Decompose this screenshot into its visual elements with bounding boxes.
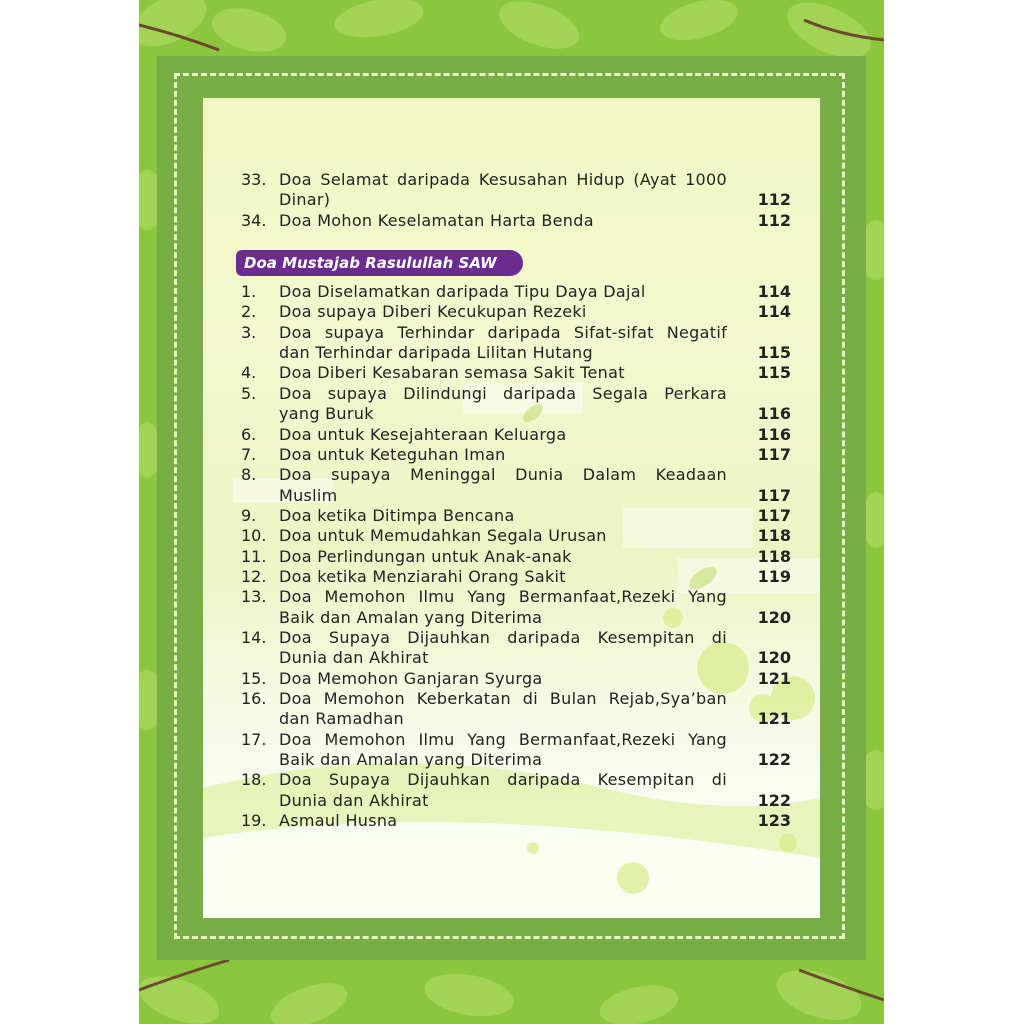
item-title-line: Asmaul Husna — [279, 811, 398, 830]
table-of-contents — [203, 98, 820, 918]
item-number: 5. — [241, 384, 257, 403]
item-title-line: Doa supaya Terhindar daripada Sifat-sifat Negatif — [279, 323, 727, 342]
item-page-number: 117 — [757, 445, 791, 464]
item-title-line: Doa Supaya Dijauhkan daripada Kesempitan di — [279, 770, 727, 789]
item-number: 14. — [241, 628, 267, 647]
item-title-line: Doa untuk Kesejahteraan Keluarga — [279, 425, 567, 444]
item-title-line: Baik dan Amalan yang Diterima — [279, 750, 543, 769]
item-number: 11. — [241, 547, 267, 566]
item-page-number: 115 — [757, 363, 791, 382]
item-title-line: Doa Mohon Keselamatan Harta Benda — [279, 211, 594, 230]
toc-item[interactable] — [203, 302, 820, 322]
item-number: 12. — [241, 567, 267, 586]
item-page-number: 118 — [757, 526, 791, 545]
toc-item-continuation[interactable] — [203, 648, 820, 668]
toc-item[interactable] — [203, 689, 820, 709]
toc-item-continuation[interactable] — [203, 404, 820, 424]
toc-item-continuation[interactable] — [203, 791, 820, 811]
toc-item[interactable] — [203, 770, 820, 790]
content-panel — [203, 98, 820, 918]
item-page-number: 118 — [757, 547, 791, 566]
toc-item[interactable] — [203, 506, 820, 526]
item-title-line: Doa supaya Meninggal Dunia Dalam Keadaan — [279, 465, 727, 484]
item-number: 16. — [241, 689, 267, 708]
item-title-line: Baik dan Amalan yang Diterima — [279, 608, 543, 627]
item-number: 13. — [241, 587, 267, 606]
item-page-number: 119 — [757, 567, 791, 586]
item-title-line: Doa untuk Keteguhan Iman — [279, 445, 506, 464]
item-title-line: Doa Memohon Keberkatan di Bulan Rejab,Sya’ban — [279, 689, 727, 708]
toc-item[interactable] — [203, 811, 820, 831]
item-page-number: 123 — [757, 811, 791, 830]
toc-item[interactable] — [203, 730, 820, 750]
item-page-number: 114 — [757, 282, 791, 301]
item-title-line: Doa Diselamatkan daripada Tipu Daya Dajal — [279, 282, 646, 301]
item-number: 17. — [241, 730, 267, 749]
item-page-number: 117 — [757, 486, 791, 505]
toc-item-continuation[interactable] — [203, 709, 820, 729]
item-title-line: Doa Supaya Dijauhkan daripada Kesempitan di — [279, 628, 727, 647]
item-page-number: 112 — [757, 211, 791, 230]
item-title-line: Doa Perlindungan untuk Anak-anak — [279, 547, 572, 566]
item-number: 15. — [241, 669, 267, 688]
item-page-number: 117 — [757, 506, 791, 525]
toc-item[interactable] — [203, 170, 820, 190]
item-number: 4. — [241, 363, 257, 382]
item-number: 19. — [241, 811, 267, 830]
toc-item-continuation[interactable] — [203, 190, 820, 210]
item-number: 1. — [241, 282, 257, 301]
item-number: 33. — [241, 170, 267, 189]
toc-item[interactable] — [203, 282, 820, 302]
item-page-number: 116 — [757, 404, 791, 423]
item-title-line: Doa ketika Ditimpa Bencana — [279, 506, 515, 525]
item-number: 18. — [241, 770, 267, 789]
toc-item-continuation[interactable] — [203, 486, 820, 506]
item-number: 6. — [241, 425, 257, 444]
item-title-line: Doa Memohon Ilmu Yang Bermanfaat,Rezeki Yang — [279, 730, 727, 749]
toc-item[interactable] — [203, 628, 820, 648]
item-page-number: 122 — [757, 791, 791, 810]
item-title-line: yang Buruk — [279, 404, 374, 423]
item-page-number: 121 — [757, 669, 791, 688]
item-number: 2. — [241, 302, 257, 321]
item-page-number: 114 — [757, 302, 791, 321]
toc-item[interactable] — [203, 526, 820, 546]
green-frame — [157, 56, 866, 960]
item-title-line: Doa supaya Diberi Kecukupan Rezeki — [279, 302, 587, 321]
item-number: 3. — [241, 323, 257, 342]
item-page-number: 116 — [757, 425, 791, 444]
item-number: 9. — [241, 506, 257, 525]
item-page-number: 122 — [757, 750, 791, 769]
document-page — [139, 0, 884, 1024]
item-page-number: 115 — [757, 343, 791, 362]
toc-item[interactable] — [203, 445, 820, 465]
item-title-line: Doa Memohon Ganjaran Syurga — [279, 669, 543, 688]
toc-item[interactable] — [203, 384, 820, 404]
item-page-number: 112 — [757, 190, 791, 209]
toc-item[interactable] — [203, 547, 820, 567]
item-title-line: dan Ramadhan — [279, 709, 404, 728]
item-title-line: Muslim — [279, 486, 338, 505]
item-title-line: Doa Memohon Ilmu Yang Bermanfaat,Rezeki Yang — [279, 587, 727, 606]
item-number: 34. — [241, 211, 267, 230]
item-title-line: Dunia dan Akhirat — [279, 791, 429, 810]
item-title-line: Dunia dan Akhirat — [279, 648, 429, 667]
toc-item[interactable] — [203, 323, 820, 343]
item-page-number: 121 — [757, 709, 791, 728]
item-page-number: 120 — [757, 648, 791, 667]
item-title-line: Dinar) — [279, 190, 331, 209]
toc-item[interactable] — [203, 211, 820, 231]
toc-item-continuation[interactable] — [203, 608, 820, 628]
toc-item[interactable] — [203, 587, 820, 607]
item-title-line: Doa ketika Menziarahi Orang Sakit — [279, 567, 566, 586]
toc-item-continuation[interactable] — [203, 750, 820, 770]
item-number: 10. — [241, 526, 267, 545]
item-title-line: Doa untuk Memudahkan Segala Urusan — [279, 526, 607, 545]
toc-item[interactable] — [203, 363, 820, 383]
item-title-line: Doa Diberi Kesabaran semasa Sakit Tenat — [279, 363, 625, 382]
item-title-line: Doa Selamat daripada Kesusahan Hidup (Ayat 1000 — [279, 170, 727, 189]
toc-item[interactable] — [203, 669, 820, 689]
item-number: 7. — [241, 445, 257, 464]
item-page-number: 120 — [757, 608, 791, 627]
item-number: 8. — [241, 465, 257, 484]
toc-item[interactable] — [203, 465, 820, 485]
toc-item-continuation[interactable] — [203, 343, 820, 363]
toc-item[interactable] — [203, 567, 820, 587]
item-title-line: dan Terhindar daripada Lilitan Hutang — [279, 343, 593, 362]
item-title-line: Doa supaya Dilindungi daripada Segala Perkara — [279, 384, 727, 403]
section-heading: Doa Mustajab Rasulullah SAW — [236, 250, 523, 276]
toc-item[interactable] — [203, 425, 820, 445]
